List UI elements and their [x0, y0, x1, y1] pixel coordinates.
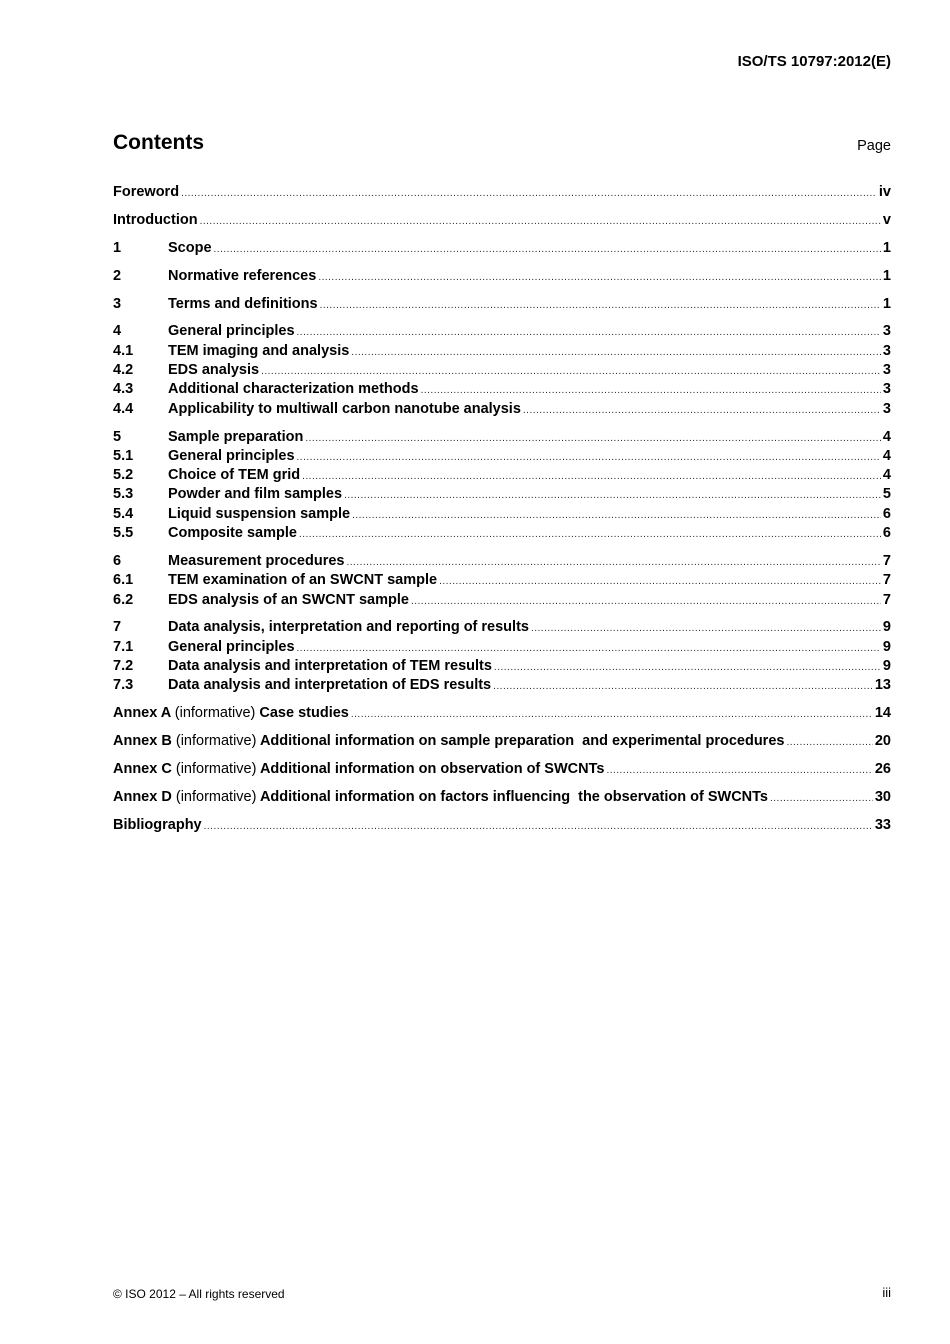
- toc-entry-6-2[interactable]: [113, 591, 891, 610]
- dot-leader: [493, 677, 873, 696]
- toc-entry-annex-d[interactable]: [113, 788, 891, 807]
- toc-page: 30: [874, 788, 891, 805]
- dot-leader: [297, 639, 881, 658]
- toc-page: 6: [882, 505, 891, 522]
- toc-label: Data analysis and interpretation of EDS results: [168, 677, 492, 694]
- toc-label: Composite sample: [168, 525, 297, 542]
- dot-leader: [181, 184, 877, 203]
- toc-page: 4: [882, 467, 891, 484]
- toc-number: 1: [113, 239, 122, 256]
- toc-page: 1: [882, 295, 891, 312]
- dot-leader: [346, 553, 880, 572]
- toc-entry-5-1[interactable]: [113, 447, 891, 466]
- page-number: iii: [882, 1285, 891, 1300]
- toc-number: 6.2: [113, 591, 134, 608]
- toc-number: 5: [113, 428, 122, 445]
- dot-leader: [318, 268, 881, 287]
- toc-number: 7.3: [113, 677, 134, 694]
- toc-entry-4-2[interactable]: [113, 361, 891, 380]
- toc-entry-6[interactable]: [113, 552, 891, 571]
- toc-page: 20: [874, 733, 891, 750]
- document-id: ISO/TS 10797:2012(E): [737, 53, 891, 70]
- toc-number: 4.4: [113, 400, 134, 417]
- toc-page: 7: [882, 572, 891, 589]
- toc-entry-7-1[interactable]: [113, 638, 891, 657]
- toc-label: Additional characterization methods: [168, 381, 419, 398]
- dot-leader: [531, 619, 881, 638]
- dot-leader: [344, 486, 881, 505]
- toc-number: 5.1: [113, 447, 134, 464]
- toc-page: 3: [882, 381, 891, 398]
- toc-label: General principles: [168, 323, 295, 340]
- toc-number: 4.3: [113, 381, 134, 398]
- dot-leader: [214, 240, 881, 259]
- toc-label: Applicability to multiwall carbon nanotube analysis: [168, 400, 521, 417]
- toc-number: 4.2: [113, 362, 134, 379]
- toc-entry-3[interactable]: [113, 295, 891, 314]
- toc-label: Introduction: [113, 211, 198, 228]
- annex-prefix: Annex B: [113, 733, 172, 750]
- toc-page: 6: [882, 525, 891, 542]
- toc-number: 5.5: [113, 525, 134, 542]
- informative-tag: (informative): [175, 760, 257, 777]
- toc-label: TEM examination of an SWCNT sample: [168, 572, 438, 589]
- toc-label: Data analysis and interpretation of TEM results: [168, 657, 492, 674]
- toc-entry-foreword[interactable]: [113, 183, 891, 202]
- toc-number: 6.1: [113, 572, 134, 589]
- page-column-label: Page: [857, 138, 891, 154]
- toc-label: Bibliography: [113, 816, 202, 833]
- toc-entry-introduction[interactable]: [113, 211, 891, 230]
- annex-prefix: Annex A: [113, 705, 171, 722]
- dot-leader: [320, 296, 881, 315]
- toc-page: 3: [882, 362, 891, 379]
- toc-label: Foreword: [113, 184, 180, 200]
- toc-label: EDS analysis of an SWCNT sample: [168, 591, 409, 608]
- toc-page: 3: [882, 323, 891, 340]
- dot-leader: [523, 401, 881, 420]
- dot-leader: [411, 592, 881, 611]
- toc-entry-annex-b[interactable]: [113, 732, 891, 751]
- toc-label: Measurement procedures: [168, 552, 345, 569]
- dot-leader: [351, 705, 873, 724]
- toc-label: General principles: [168, 447, 295, 464]
- toc-page: 4: [882, 447, 891, 464]
- toc-page: 4: [882, 428, 891, 445]
- toc-label: Powder and film samples: [168, 486, 343, 503]
- toc-entry-7-3[interactable]: [113, 676, 891, 695]
- dot-leader: [786, 733, 872, 752]
- toc-entry-2[interactable]: [113, 267, 891, 286]
- toc-number: 7.2: [113, 657, 134, 674]
- toc-label: Sample preparation: [168, 428, 304, 445]
- toc-page: 3: [882, 400, 891, 417]
- dot-leader: [299, 525, 881, 544]
- informative-tag: (informative): [175, 788, 257, 805]
- toc-page: 7: [882, 591, 891, 608]
- toc-label: General principles: [168, 638, 295, 655]
- toc-page: 26: [874, 760, 891, 777]
- toc-label: Data analysis, interpretation and reporting of results: [168, 619, 529, 636]
- toc-number: 3: [113, 295, 122, 312]
- toc-label: Terms and definitions: [168, 295, 318, 312]
- dot-leader: [305, 429, 881, 448]
- toc-label: [113, 760, 604, 779]
- toc-entry-1[interactable]: [113, 239, 891, 258]
- toc-label: EDS analysis: [168, 362, 260, 379]
- dot-leader: [494, 658, 881, 677]
- dot-leader: [421, 381, 881, 400]
- toc-entry-4-1[interactable]: [113, 342, 891, 361]
- toc-page: 3: [882, 342, 891, 359]
- annex-prefix: Annex D: [113, 788, 172, 805]
- toc-page: v: [882, 211, 891, 228]
- dot-leader: [200, 212, 881, 231]
- copyright-notice: © ISO 2012 – All rights reserved: [113, 1287, 285, 1301]
- toc-label: Choice of TEM grid: [168, 467, 301, 484]
- toc-page: 9: [882, 619, 891, 636]
- toc-entry-5[interactable]: [113, 428, 891, 447]
- toc-number: 7: [113, 619, 122, 636]
- annex-title: Additional information on sample preparation and experimental procedures: [259, 733, 785, 750]
- page-title: Contents: [113, 131, 204, 154]
- dot-leader: [351, 343, 881, 362]
- toc-label: [113, 788, 768, 807]
- annex-title: Additional information on factors influencing the observation of SWCNTs: [259, 788, 768, 805]
- toc-label: Normative references: [168, 267, 317, 284]
- dot-leader: [261, 362, 881, 381]
- dot-leader: [297, 448, 881, 467]
- toc-page: 1: [882, 267, 891, 284]
- toc-page: 33: [874, 816, 891, 833]
- table-of-contents: [113, 183, 891, 835]
- toc-entry-7[interactable]: [113, 618, 891, 637]
- toc-entry-5-4[interactable]: [113, 505, 891, 524]
- toc-entry-4-3[interactable]: [113, 380, 891, 399]
- toc-page: 7: [882, 552, 891, 569]
- annex-prefix: Annex C: [113, 760, 172, 777]
- toc-page: 5: [882, 486, 891, 503]
- dot-leader: [606, 761, 872, 780]
- toc-label: Liquid suspension sample: [168, 505, 351, 522]
- toc-page: iv: [878, 184, 891, 200]
- toc-entry-5-5[interactable]: [113, 524, 891, 543]
- dot-leader: [204, 817, 873, 836]
- toc-number: 5.4: [113, 505, 134, 522]
- toc-number: 6: [113, 552, 122, 569]
- toc-number: 5.3: [113, 486, 134, 503]
- toc-label: [113, 704, 349, 723]
- dot-leader: [770, 789, 873, 808]
- dot-leader: [439, 572, 881, 591]
- toc-number: 4: [113, 323, 122, 340]
- toc-entry-7-2[interactable]: [113, 657, 891, 676]
- toc-entry-6-1[interactable]: [113, 571, 891, 590]
- toc-entry-annex-a[interactable]: [113, 704, 891, 723]
- annex-title: Additional information on observation of SWCNTs: [259, 760, 605, 777]
- toc-page: 13: [874, 677, 891, 694]
- toc-entry-annex-c[interactable]: [113, 760, 891, 779]
- annex-title: Case studies: [259, 705, 349, 722]
- dot-leader: [352, 506, 881, 525]
- dot-leader: [302, 467, 881, 486]
- toc-entry-5-3[interactable]: [113, 485, 891, 504]
- toc-number: 7.1: [113, 638, 134, 655]
- toc-page: 9: [882, 638, 891, 655]
- toc-entry-4[interactable]: [113, 322, 891, 341]
- toc-label: TEM imaging and analysis: [168, 342, 350, 359]
- informative-tag: (informative): [174, 705, 256, 722]
- toc-entry-5-2[interactable]: [113, 466, 891, 485]
- toc-page: 14: [874, 705, 891, 722]
- dot-leader: [297, 323, 881, 342]
- toc-number: 2: [113, 267, 122, 284]
- toc-label: [113, 732, 784, 751]
- toc-page: 1: [882, 239, 891, 256]
- informative-tag: (informative): [175, 733, 257, 750]
- toc-number: 4.1: [113, 342, 134, 359]
- toc-label: Scope: [168, 239, 212, 256]
- toc-entry-bibliography[interactable]: [113, 816, 891, 835]
- toc-page: 9: [882, 657, 891, 674]
- toc-number: 5.2: [113, 467, 134, 484]
- toc-entry-4-4[interactable]: [113, 400, 891, 419]
